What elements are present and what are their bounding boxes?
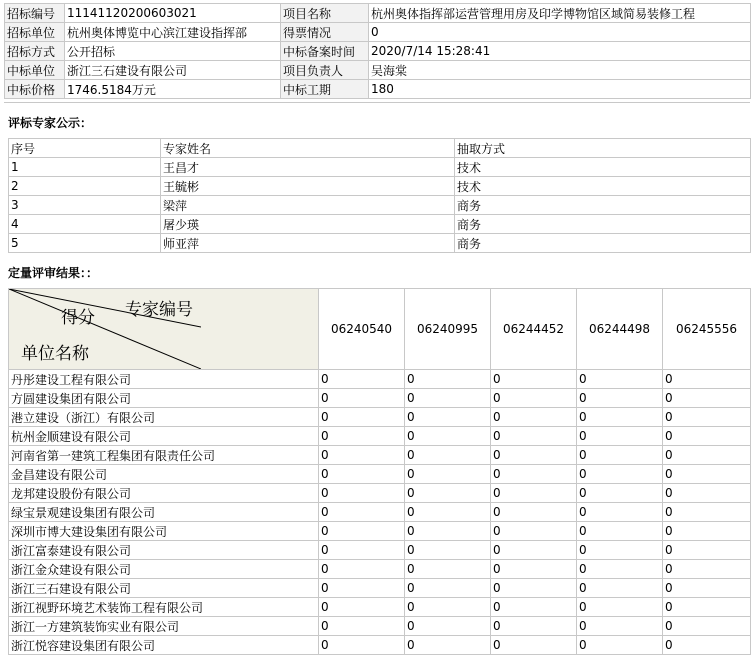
unit-name-cell: 浙江悦容建设集团有限公司	[9, 636, 319, 655]
table-row	[9, 579, 751, 598]
unit-name-cell: 龙邦建设股份有限公司	[9, 484, 319, 503]
score-cell: 0	[491, 560, 577, 579]
info-label: 中标工期	[281, 80, 369, 99]
table-cell: 梁萍	[161, 196, 455, 215]
score-cell: 0	[577, 522, 663, 541]
table-row	[9, 598, 751, 617]
info-row	[5, 61, 751, 80]
score-cell: 0	[405, 579, 491, 598]
score-cell: 0	[491, 503, 577, 522]
unit-name-cell: 浙江富泰建设有限公司	[9, 541, 319, 560]
expert-code-header: 06244452	[491, 289, 577, 370]
score-cell: 0	[491, 484, 577, 503]
score-cell: 0	[491, 408, 577, 427]
expert-code-header: 06240995	[405, 289, 491, 370]
info-value: 180	[369, 80, 751, 99]
score-cell: 0	[577, 560, 663, 579]
unit-name-cell: 浙江一方建筑装饰实业有限公司	[9, 617, 319, 636]
table-cell: 5	[9, 234, 161, 253]
score-cell: 0	[577, 465, 663, 484]
section-divider	[4, 102, 750, 103]
score-cell: 0	[319, 370, 405, 389]
expert-code-header: 06245556	[663, 289, 751, 370]
score-cell: 0	[491, 446, 577, 465]
table-cell: 2	[9, 177, 161, 196]
info-value: 公开招标	[65, 42, 281, 61]
score-cell: 0	[319, 579, 405, 598]
score-cell: 0	[577, 636, 663, 655]
info-label: 招标方式	[5, 42, 65, 61]
unit-name-cell: 杭州金顺建设有限公司	[9, 427, 319, 446]
score-cell: 0	[663, 579, 751, 598]
score-cell: 0	[405, 598, 491, 617]
info-value: 2020/7/14 15:28:41	[369, 42, 751, 61]
score-cell: 0	[577, 370, 663, 389]
table-row	[9, 446, 751, 465]
score-cell: 0	[491, 370, 577, 389]
score-cell: 0	[319, 484, 405, 503]
info-value: 浙江三石建设有限公司	[65, 61, 281, 80]
info-value: 11141120200603021	[65, 4, 281, 23]
score-cell: 0	[663, 636, 751, 655]
score-cell: 0	[663, 560, 751, 579]
table-row	[9, 158, 751, 177]
info-row	[5, 42, 751, 61]
table-row	[9, 196, 751, 215]
table-cell: 商务	[455, 234, 751, 253]
table-row	[9, 522, 751, 541]
table-row	[9, 389, 751, 408]
score-cell: 0	[405, 522, 491, 541]
table-row	[9, 617, 751, 636]
score-cell: 0	[491, 522, 577, 541]
score-cell: 0	[319, 617, 405, 636]
unit-name-cell: 丹彤建设工程有限公司	[9, 370, 319, 389]
score-cell: 0	[663, 465, 751, 484]
unit-name-cell: 方圆建设集团有限公司	[9, 389, 319, 408]
score-cell: 0	[663, 446, 751, 465]
score-cell: 0	[405, 389, 491, 408]
score-cell: 0	[577, 389, 663, 408]
score-cell: 0	[577, 617, 663, 636]
info-value: 杭州奥体博览中心滨江建设指挥部	[65, 23, 281, 42]
table-cell: 王昌才	[161, 158, 455, 177]
score-cell: 0	[577, 503, 663, 522]
table-cell: 屠少瑛	[161, 215, 455, 234]
score-cell: 0	[319, 427, 405, 446]
result-header-row	[9, 289, 751, 370]
info-label: 招标单位	[5, 23, 65, 42]
score-cell: 0	[405, 408, 491, 427]
info-value: 杭州奥体指挥部运营管理用房及印学博物馆区域简易装修工程	[369, 4, 751, 23]
score-cell: 0	[577, 427, 663, 446]
score-cell: 0	[319, 503, 405, 522]
info-value: 1746.5184万元	[65, 80, 281, 99]
score-cell: 0	[663, 617, 751, 636]
score-cell: 0	[319, 541, 405, 560]
score-cell: 0	[663, 389, 751, 408]
score-cell: 0	[319, 408, 405, 427]
table-cell: 3	[9, 196, 161, 215]
table-row	[9, 177, 751, 196]
info-label: 中标备案时间	[281, 42, 369, 61]
score-cell: 0	[663, 522, 751, 541]
score-cell: 0	[405, 465, 491, 484]
table-cell: 商务	[455, 196, 751, 215]
info-label: 中标价格	[5, 80, 65, 99]
bid-info-table	[4, 3, 751, 99]
unit-name-cell: 浙江视野环境艺术装饰工程有限公司	[9, 598, 319, 617]
score-cell: 0	[577, 541, 663, 560]
info-row	[5, 4, 751, 23]
score-cell: 0	[319, 446, 405, 465]
table-row	[9, 215, 751, 234]
score-cell: 0	[491, 579, 577, 598]
score-cell: 0	[405, 560, 491, 579]
corner-header-cell	[9, 289, 319, 370]
corner-unit-name-label: 单位名称	[21, 344, 89, 364]
result-table	[8, 288, 751, 655]
table-row	[9, 636, 751, 655]
score-cell: 0	[577, 579, 663, 598]
table-cell: 技术	[455, 158, 751, 177]
score-cell: 0	[319, 522, 405, 541]
expert-code-header: 06244498	[577, 289, 663, 370]
score-cell: 0	[405, 636, 491, 655]
table-cell: 技术	[455, 177, 751, 196]
score-cell: 0	[405, 503, 491, 522]
score-cell: 0	[405, 617, 491, 636]
score-cell: 0	[663, 598, 751, 617]
experts-header-row	[9, 139, 751, 158]
table-cell: 1	[9, 158, 161, 177]
experts-table	[8, 138, 751, 253]
score-cell: 0	[577, 446, 663, 465]
score-cell: 0	[491, 465, 577, 484]
unit-name-cell: 河南省第一建筑工程集团有限责任公司	[9, 446, 319, 465]
score-cell: 0	[319, 636, 405, 655]
experts-column-header: 序号	[9, 139, 161, 158]
corner-expert-code-label: 专家编号	[125, 300, 193, 320]
result-section-title: 定量评审结果：：	[8, 266, 99, 280]
score-cell: 0	[319, 598, 405, 617]
score-cell: 0	[319, 389, 405, 408]
score-cell: 0	[491, 541, 577, 560]
score-cell: 0	[405, 484, 491, 503]
table-cell: 4	[9, 215, 161, 234]
table-row	[9, 370, 751, 389]
table-row	[9, 484, 751, 503]
score-cell: 0	[405, 446, 491, 465]
expert-code-header: 06240540	[319, 289, 405, 370]
info-row	[5, 80, 751, 99]
unit-name-cell: 浙江金众建设有限公司	[9, 560, 319, 579]
table-row	[9, 427, 751, 446]
table-row	[9, 503, 751, 522]
info-row	[5, 23, 751, 42]
score-cell: 0	[577, 598, 663, 617]
experts-section-title: 评标专家公示：	[8, 116, 93, 130]
score-cell: 0	[663, 503, 751, 522]
info-label: 中标单位	[5, 61, 65, 80]
score-cell: 0	[405, 427, 491, 446]
table-row	[9, 234, 751, 253]
info-value: 0	[369, 23, 751, 42]
table-row	[9, 465, 751, 484]
experts-column-header: 专家姓名	[161, 139, 455, 158]
experts-column-header: 抽取方式	[455, 139, 751, 158]
score-cell: 0	[491, 636, 577, 655]
info-label: 项目负责人	[281, 61, 369, 80]
info-value: 吴海棠	[369, 61, 751, 80]
table-cell: 商务	[455, 215, 751, 234]
unit-name-cell: 金昌建设有限公司	[9, 465, 319, 484]
score-cell: 0	[319, 465, 405, 484]
unit-name-cell: 绿宝景观建设集团有限公司	[9, 503, 319, 522]
info-label: 项目名称	[281, 4, 369, 23]
score-cell: 0	[577, 484, 663, 503]
info-label: 得票情况	[281, 23, 369, 42]
unit-name-cell: 深圳市博大建设集团有限公司	[9, 522, 319, 541]
table-cell: 王毓彬	[161, 177, 455, 196]
score-cell: 0	[405, 370, 491, 389]
score-cell: 0	[491, 389, 577, 408]
score-cell: 0	[663, 408, 751, 427]
corner-score-label: 得分	[61, 308, 95, 328]
score-cell: 0	[491, 598, 577, 617]
score-cell: 0	[577, 408, 663, 427]
score-cell: 0	[491, 427, 577, 446]
table-row	[9, 541, 751, 560]
score-cell: 0	[663, 370, 751, 389]
score-cell: 0	[405, 541, 491, 560]
unit-name-cell: 浙江三石建设有限公司	[9, 579, 319, 598]
score-cell: 0	[319, 560, 405, 579]
score-cell: 0	[491, 617, 577, 636]
score-cell: 0	[663, 541, 751, 560]
unit-name-cell: 港立建设（浙江）有限公司	[9, 408, 319, 427]
table-row	[9, 560, 751, 579]
score-cell: 0	[663, 484, 751, 503]
table-row	[9, 408, 751, 427]
info-label: 招标编号	[5, 4, 65, 23]
table-cell: 师亚萍	[161, 234, 455, 253]
score-cell: 0	[663, 427, 751, 446]
